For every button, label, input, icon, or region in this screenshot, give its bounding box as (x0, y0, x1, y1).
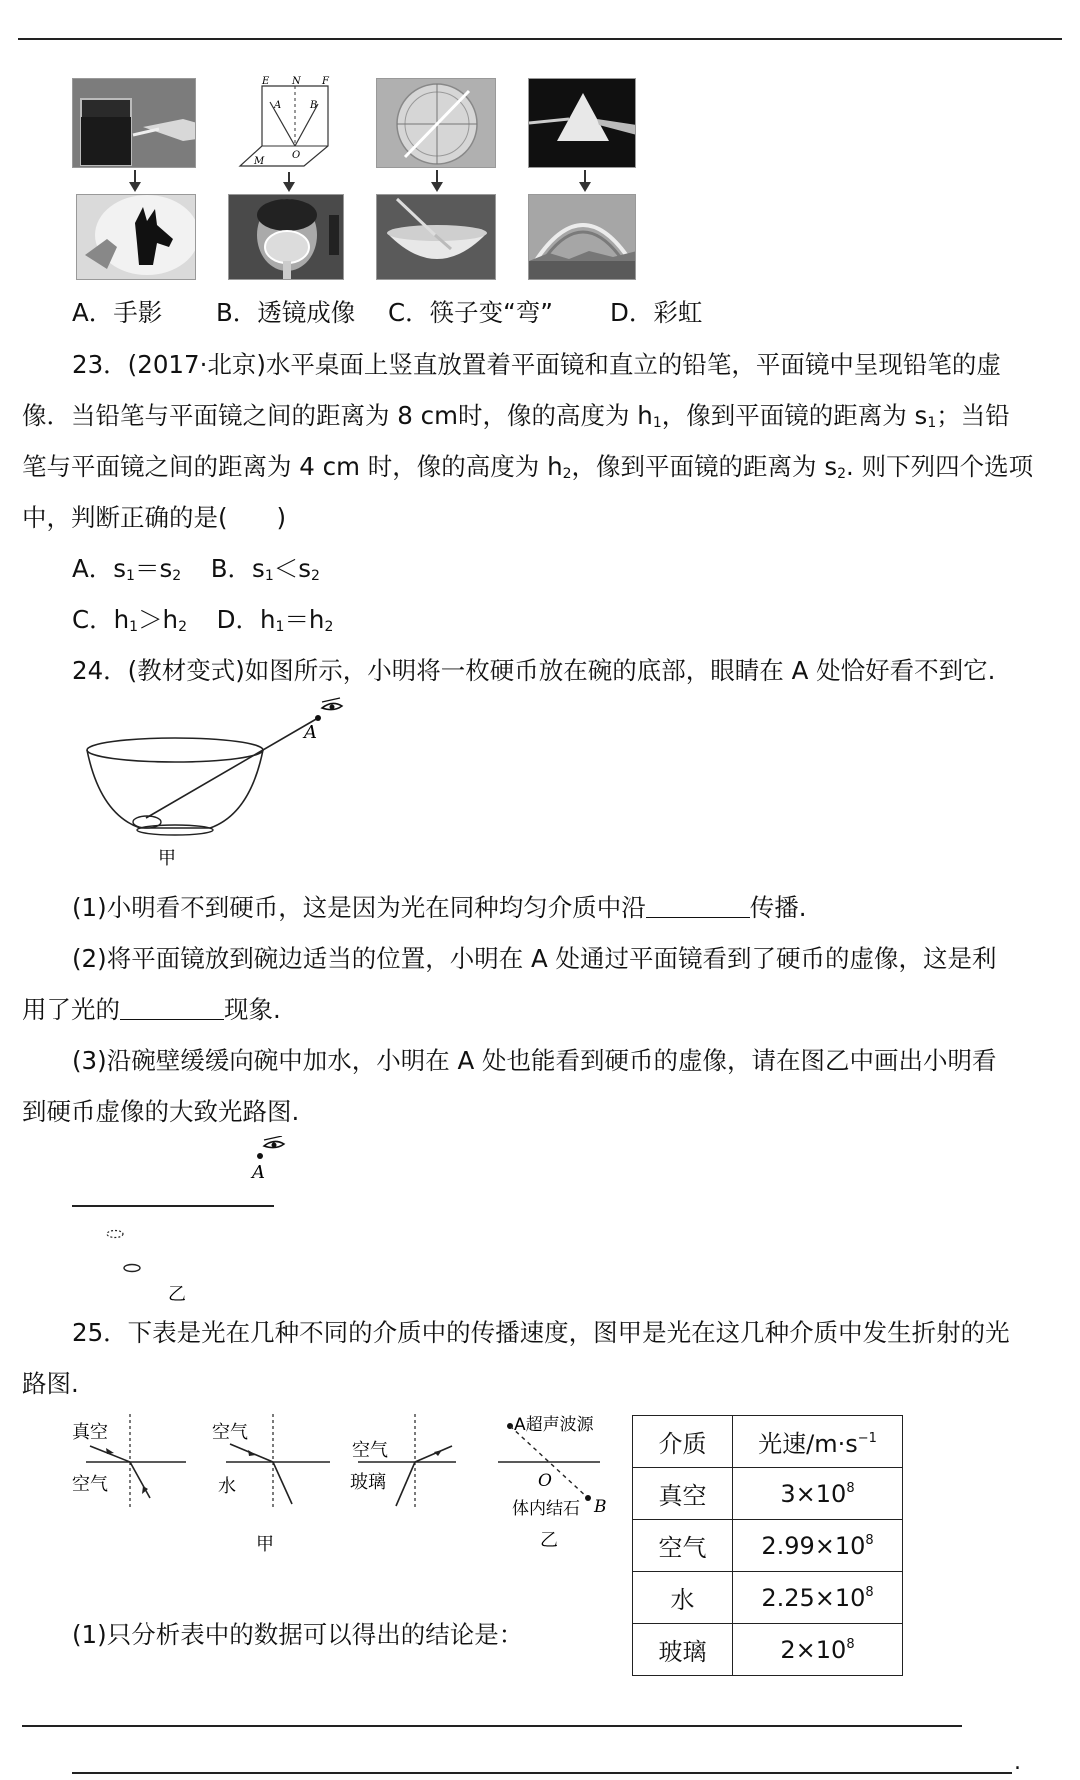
mirror-label-n: N (292, 76, 301, 87)
photo-protractor (376, 78, 496, 168)
arrow-down-1 (134, 170, 136, 190)
q24-figure-yi (60, 1136, 300, 1306)
q24-stem: 24．(教材变式)如图所示，小明将一枚硬币放在碗的底部，眼睛在 A 处恰好看不到它. (72, 656, 996, 685)
q24-part-2-blank[interactable] (120, 996, 224, 1020)
mirror-label-a: A (274, 100, 282, 111)
q25-diag1-top-label: 真空 (72, 1422, 108, 1443)
q25-part-1: (1)只分析表中的数据可以得出的结论是： (72, 1620, 524, 1649)
table-cell-medium: 水 (633, 1572, 733, 1624)
table-row (633, 1468, 903, 1520)
table-cell-speed: $2.25\times 10^8$ (733, 1572, 903, 1624)
table-row (633, 1572, 903, 1624)
q24-fig1-point-a: A (304, 722, 317, 743)
q23-option-b: B．$s_1<s_2$ (210, 554, 320, 584)
q24-part-1-text-b: 传播. (749, 893, 807, 922)
photo-hand-shadow (76, 194, 196, 280)
q24-part-1-text-a: (1)小明看不到硬币，这是因为光在同种均匀介质中沿 (72, 893, 646, 922)
light-speed-table (632, 1415, 903, 1676)
mirror-reflection-diagram (232, 74, 344, 172)
mirror-label-b: B (310, 100, 318, 111)
prism-illustration (529, 79, 636, 168)
rainbow-illustration (529, 195, 636, 280)
table-cell-medium: 空气 (633, 1520, 733, 1572)
table-cell-speed: $2\times 10^8$ (733, 1624, 903, 1676)
answer-trailing-dot: . (1014, 1750, 1021, 1775)
q23-option-a: A．$s_1=s_2$ (72, 554, 182, 584)
q24-fig2-caption: 乙 (168, 1284, 186, 1305)
photo-prism (528, 78, 636, 168)
arrow-down-2 (288, 172, 290, 190)
q25-diag2-bottom-label: 水 (218, 1476, 236, 1497)
table-header-row (633, 1416, 903, 1468)
photo-beaker-pencil (72, 78, 196, 168)
bowl-chopstick-illustration (377, 195, 496, 280)
q23-line-1: 23．(2017·北京)水平桌面上竖直放置着平面镜和直立的铅笔，平面镜中呈现铅笔的虚 (72, 350, 1001, 379)
q24-part-3-line-1: (3)沿碗壁缓缓向碗中加水，小明在 A 处也能看到硬币的虚像，请在图乙中画出小明看 (72, 1046, 997, 1075)
q24-part-3-line-2: 到硬币虚像的大致光路图. (22, 1097, 300, 1126)
q24-part-1 (72, 893, 807, 923)
q24-part-2-text-a: 用了光的 (22, 995, 120, 1024)
beaker-pencil-illustration (73, 79, 196, 168)
table-header-speed: 光速$/m\cdot s^{-1}$ (733, 1416, 903, 1468)
q23-options-ab (72, 554, 320, 584)
mirror-label-f: F (322, 76, 329, 87)
q22-option-d: D．彩虹 (610, 298, 703, 327)
photo-rainbow (528, 194, 636, 280)
q24-fig1-caption: 甲 (158, 848, 176, 869)
q23-line-3-part-b: ，像到平面镜的距离为 s (571, 452, 838, 481)
mirror-label-e: E (262, 76, 270, 87)
hand-shadow-illustration (77, 195, 196, 280)
q25-diag3-top-label: 空气 (352, 1440, 388, 1461)
q24-part-1-blank[interactable] (646, 894, 750, 918)
photo-bowl-chopstick (376, 194, 496, 280)
q24-bowl-figure (60, 694, 360, 874)
q25-diag-yi-stone: 体内结石 (512, 1499, 580, 1519)
q24-part-2-text-b: 现象. (224, 995, 281, 1024)
q23-h2-sub: 2 (562, 466, 572, 482)
arrow-down-4 (584, 170, 586, 190)
table-row (633, 1520, 903, 1572)
q23-line-4: 中，判断正确的是( ) (22, 503, 287, 532)
q22-option-c: C．筷子变“弯” (388, 298, 553, 327)
q23-option-c: C．$h_1>h_2$ (72, 605, 188, 635)
q25-diag-yi-b: B (594, 1497, 607, 1517)
q25-diag2-top-label: 空气 (212, 1422, 248, 1443)
answer-line-2[interactable] (72, 1772, 1012, 1774)
table-header-medium: 介质 (633, 1416, 733, 1468)
table-row (633, 1624, 903, 1676)
q23-s1-sub: 1 (927, 415, 937, 431)
table-cell-medium: 真空 (633, 1468, 733, 1520)
mirror-label-o: O (292, 150, 301, 161)
q25-diagram-jia-caption: 甲 (256, 1534, 274, 1555)
q23-line-2-part-b: ，像到平面镜的距离为 s (661, 401, 928, 430)
answer-line-1[interactable] (22, 1725, 962, 1727)
q22-option-a: A．手影 (72, 298, 163, 327)
arrow-down-3 (436, 170, 438, 190)
photo-mirror-diagram (232, 74, 344, 172)
table-cell-speed: $2.99\times 10^8$ (733, 1520, 903, 1572)
q25-diag-yi-o: O (538, 1471, 552, 1491)
q23-s2-sub: 2 (837, 466, 847, 482)
q24-fig2-point-a: A (252, 1162, 265, 1183)
q25-stem-line-1: 25．下表是光在几种不同的介质中的传播速度，图甲是光在这几种介质中发生折射的光 (72, 1318, 1010, 1347)
table-cell-speed: $3\times 10^8$ (733, 1468, 903, 1520)
mirror-label-m: M (254, 156, 265, 167)
q25-diag-yi-source: A超声波源 (514, 1415, 594, 1435)
q23-options-cd (72, 605, 333, 635)
q24-part-2-line-1: (2)将平面镜放到碗边适当的位置，小明在 A 处通过平面镜看到了硬币的虚像，这是利 (72, 944, 997, 973)
q23-line-3-part-c: . 则下列四个选项 (846, 452, 1034, 481)
q23-line-2-part-c: ；当铅 (936, 401, 1010, 430)
q22-option-b: B．透镜成像 (216, 298, 356, 327)
q23-line-2 (22, 401, 1010, 431)
q23-h1-sub: 1 (652, 415, 662, 431)
top-rule (18, 38, 1062, 40)
lens-face-illustration (229, 195, 344, 280)
table-cell-medium: 玻璃 (633, 1624, 733, 1676)
q25-stem-line-2: 路图. (22, 1369, 79, 1398)
q25-diag1-bottom-label: 空气 (72, 1474, 108, 1495)
q23-line-2-part-a: 像．当铅笔与平面镜之间的距离为 8 cm时，像的高度为 h (22, 401, 653, 430)
q23-line-3 (22, 452, 1033, 482)
photo-lens-face (228, 194, 344, 280)
protractor-illustration (377, 79, 496, 168)
q23-option-d: D．$h_1=h_2$ (216, 605, 334, 635)
q25-refraction-diagrams (60, 1410, 630, 1560)
q25-diag3-bottom-label: 玻璃 (350, 1472, 386, 1493)
q24-part-2-line-2 (22, 995, 281, 1025)
q23-line-3-part-a: 笔与平面镜之间的距离为 4 cm 时，像的高度为 h (22, 452, 563, 481)
q25-diagram-yi-caption: 乙 (540, 1530, 558, 1551)
